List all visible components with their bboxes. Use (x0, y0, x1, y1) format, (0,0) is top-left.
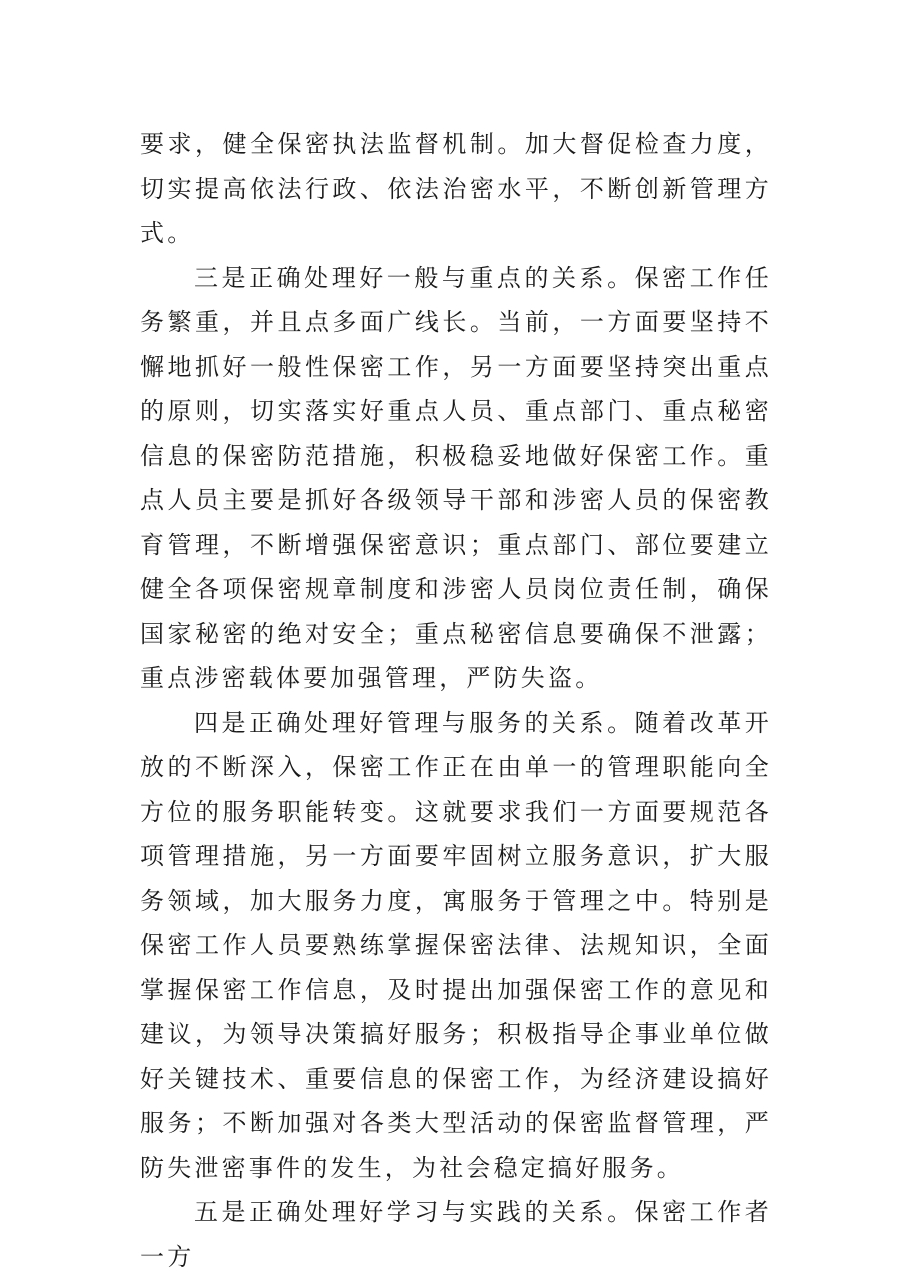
paragraph-study-vs-practice: 五是正确处理好学习与实践的关系。保密工作者一方 (140, 1198, 772, 1271)
document-body (140, 122, 772, 1279)
paragraph-management-vs-service: 四是正确处理好管理与服务的关系。随着改革开放的不断深入，保密工作正在由单一的管理职能向全方位的服务职能转变。这就要求我们一方面要规范各项管理措施，另一方面要牢固树立服务意识，扩大服务领域，加大服务力度，寓服务于管理之中。特别是保密工作人员要熟练掌握保密法律、法规知识，全面掌握保密工作信息，及时提出加强保密工作的意见和建议，为领导决策搞好服务；积极指导企事业单位做好关键技术、重要信息的保密工作，为经济建设搞好服务；不断加强对各类大型活动的保密监督管理，严防失泄密事件的发生，为社会稳定搞好服务。 (140, 708, 772, 1182)
paragraph-continuation: 要求，健全保密执法监督机制。加大督促检查力度，切实提高依法行政、依法治密水平，不断创新管理方式。 (140, 130, 772, 247)
paragraph-general-vs-key: 三是正确处理好一般与重点的关系。保密工作任务繁重，并且点多面广线长。当前，一方面要坚持不懈地抓好一般性保密工作，另一方面要坚持突出重点的原则，切实落实好重点人员、重点部门、重点秘密信息的保密防范措施，积极稳妥地做好保密工作。重点人员主要是抓好各级领导干部和涉密人员的保密教育管理，不断增强保密意识；重点部门、部位要建立健全各项保密规章制度和涉密人员岗位责任制，确保国家秘密的绝对安全；重点秘密信息要确保不泄露；重点涉密载体要加强管理，严防失盗。 (140, 263, 772, 692)
